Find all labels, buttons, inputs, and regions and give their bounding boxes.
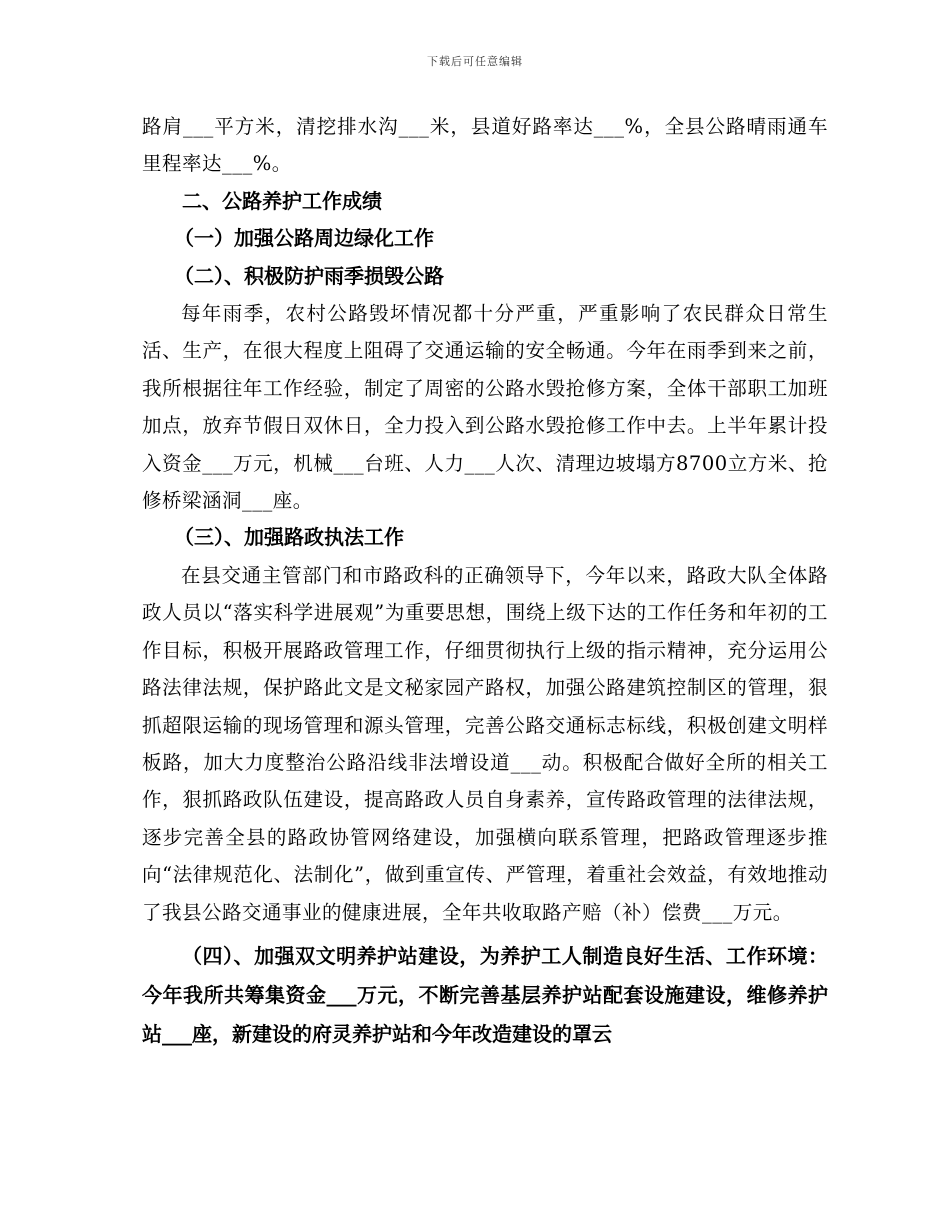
- paragraph-rain-season: 每年雨季，农村公路毁坏情况都十分严重，严重影响了农民群众日常生活、生产，在很大程度上阻碍了交通运输的安全畅通。今年在雨季到来之前，我所根据往年工作经验，制定了周密的公路水毁抢修方案，全体干部职工加班加点，放弃节假日双休日，全力投入到公路水毁抢修工作中去。上半年累计投入资金___万元，机械___台班、人力___人次、清理边坡塌方8700立方米、抢修桥梁涵洞___座。: [142, 302, 828, 513]
- paragraph-road-law: 在县交通主管部门和市路政科的正确领导下，今年以来，路政大队全体路政人员以“落实科学进展观”为重要思想，围绕上级下达的工作任务和年初的工作目标，积极开展路政管理工作，仔细贯彻执行上级的指示精神，充分运用公路法律法规，保护路此文是文秘家园产路权，加强公路建筑控制区的管理，狠抓超限运输的现场管理和源头管理，完善公路交通标志标线，积极创建文明样板路，加大力度整治公路沿线非法增设道___动。积极配合做好全所的相关工作，狠抓路政队伍建设，提高路政人员自身素养，宣传路政管理的法律法规，逐步完善全县的路政协管网络建设，加强横向联系管理，把路政管理逐步推向“法律规范化、法制化”，做到重宣传、严管理，着重社会效益，有效地推动了我县公路交通事业的健康进展，全年共收取路产赔（补）偿费___万元。: [142, 563, 828, 924]
- paragraph-maintenance-station: （四）、加强双文明养护站建设，为养护工人制造良好生活、工作环境：今年我所共筹集资金___万元，不断完善基层养护站配套设施建设，维修养护站___座，新建设的府灵养护站和今年改造建设的罩云: [142, 943, 828, 1046]
- page-header: 下载后可任意编辑: [427, 55, 523, 68]
- subheading-road-law: （三）、加强路政执法工作: [174, 525, 404, 550]
- subheading-rain-protection: （二）、积极防护雨季损毁公路: [174, 263, 444, 288]
- subheading-greening: （一）加强公路周边绿化工作: [174, 226, 434, 251]
- section-heading-2: 二、公路养护工作成绩: [182, 188, 382, 213]
- document-body: [142, 108, 828, 1054]
- paragraph-intro: 路肩___平方米，清挖排水沟___米，县道好路率达___%，全县公路晴雨通车里程率达___%。: [142, 115, 828, 176]
